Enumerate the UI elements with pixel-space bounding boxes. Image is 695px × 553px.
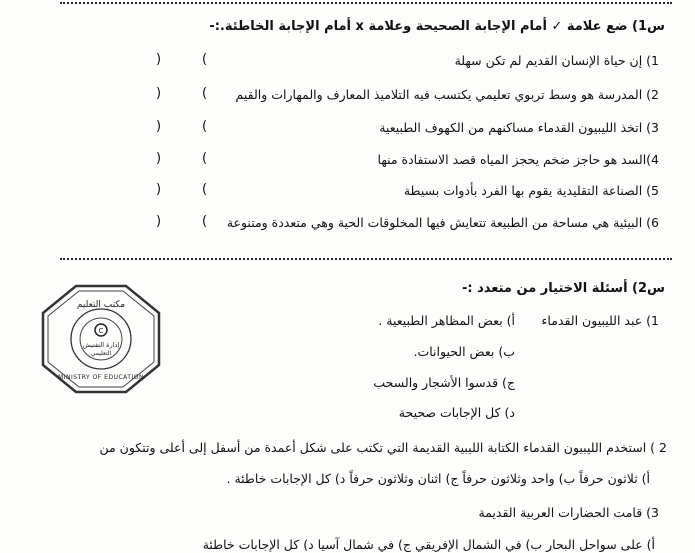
stamp-center-text-2: التعليمي bbox=[90, 350, 112, 357]
q2-2-options: أ) ثلاثون حرفاً ب) واحد وثلاثون حرفاً ج) اثنان وثلاثون حرفاً د) كل الإجابات خاطئة . bbox=[226, 471, 650, 486]
q2-1-option-d: د) كل الإجابات صحيحة bbox=[398, 405, 515, 420]
answer-close-paren: ) bbox=[156, 214, 162, 229]
q1-item-text: 2) المدرسة هو وسط تربوي تعليمي يكتسب فيه التلاميذ المعارف والمهارات والقيم bbox=[235, 87, 659, 102]
q1-item-text: 5) الصناعة التقليدية يقوم بها الفرد بأدوات بسيطة bbox=[403, 183, 659, 198]
q1-item-text: 4)السد هو حاجز ضخم يحجز المياه قصد الاستفادة منها bbox=[377, 152, 659, 167]
answer-open-paren: ( bbox=[202, 182, 208, 197]
answer-open-paren: ( bbox=[202, 52, 208, 67]
q2-title: س2) أسئلة الاختيار من متعدد :- bbox=[461, 281, 665, 296]
q1-item-text: 1) إن حياة الإنسان القديم لم تكن سهلة bbox=[454, 53, 659, 68]
q1-item-text: 3) اتخذ الليبيون القدماء مساكنهم من الكهوف الطبيعية bbox=[379, 120, 659, 135]
svg-text:C: C bbox=[98, 327, 104, 335]
answer-close-paren: ) bbox=[156, 119, 162, 134]
answer-open-paren: ( bbox=[202, 119, 208, 134]
q1-title: س1) ضع علامة ✓ أمام الإجابة الصحيحة وعلامة x أمام الإجابة الخاطئة.:- bbox=[209, 19, 665, 34]
q2-1-option-b: ب) بعض الحيوانات. bbox=[413, 344, 515, 359]
q1-item-text: 6) البيئية هي مساحة من الطبيعة تتعايش فيها المخلوقات الحية وهي متعددة ومتنوعة bbox=[226, 215, 659, 230]
ministry-stamp bbox=[40, 283, 162, 395]
answer-open-paren: ( bbox=[202, 214, 208, 229]
answer-close-paren: ) bbox=[156, 86, 162, 101]
q2-1-option-c: ج) قدسوا الأشجار والسحب bbox=[373, 375, 515, 390]
stamp-top-text: مكتب التعليم bbox=[76, 300, 126, 310]
q2-1-option-a: أ) بعض المظاهر الطبيعية . bbox=[378, 313, 515, 328]
q2-2-stem: 2 ) استخدم الليبيون القدماء الكتابة الليبية القديمة التي تكتب على شكل أعمدة من أسفل إلى أعلى وتتكون من bbox=[99, 440, 667, 455]
answer-open-paren: ( bbox=[202, 151, 208, 166]
q2-3-options-partial: أ) على سواحل البحار ب) في الشمال الإفريقي ج) في شمال آسيا د) كل الإجابات خاطئة bbox=[202, 537, 655, 552]
answer-close-paren: ) bbox=[156, 52, 162, 67]
q2-1-stem: 1) عبد الليبيون القدماء bbox=[541, 313, 659, 328]
middle-separator bbox=[60, 258, 672, 260]
answer-close-paren: ) bbox=[156, 151, 162, 166]
stamp-bottom-text: MINISTRY OF EDUCATION bbox=[58, 374, 144, 381]
stamp-center-text: إدارة التفتيش bbox=[82, 341, 120, 349]
answer-open-paren: ( bbox=[202, 86, 208, 101]
answer-close-paren: ) bbox=[156, 182, 162, 197]
q2-3-stem: 3) قامت الحضارات العربية القديمة bbox=[478, 505, 659, 520]
top-separator bbox=[60, 2, 672, 4]
